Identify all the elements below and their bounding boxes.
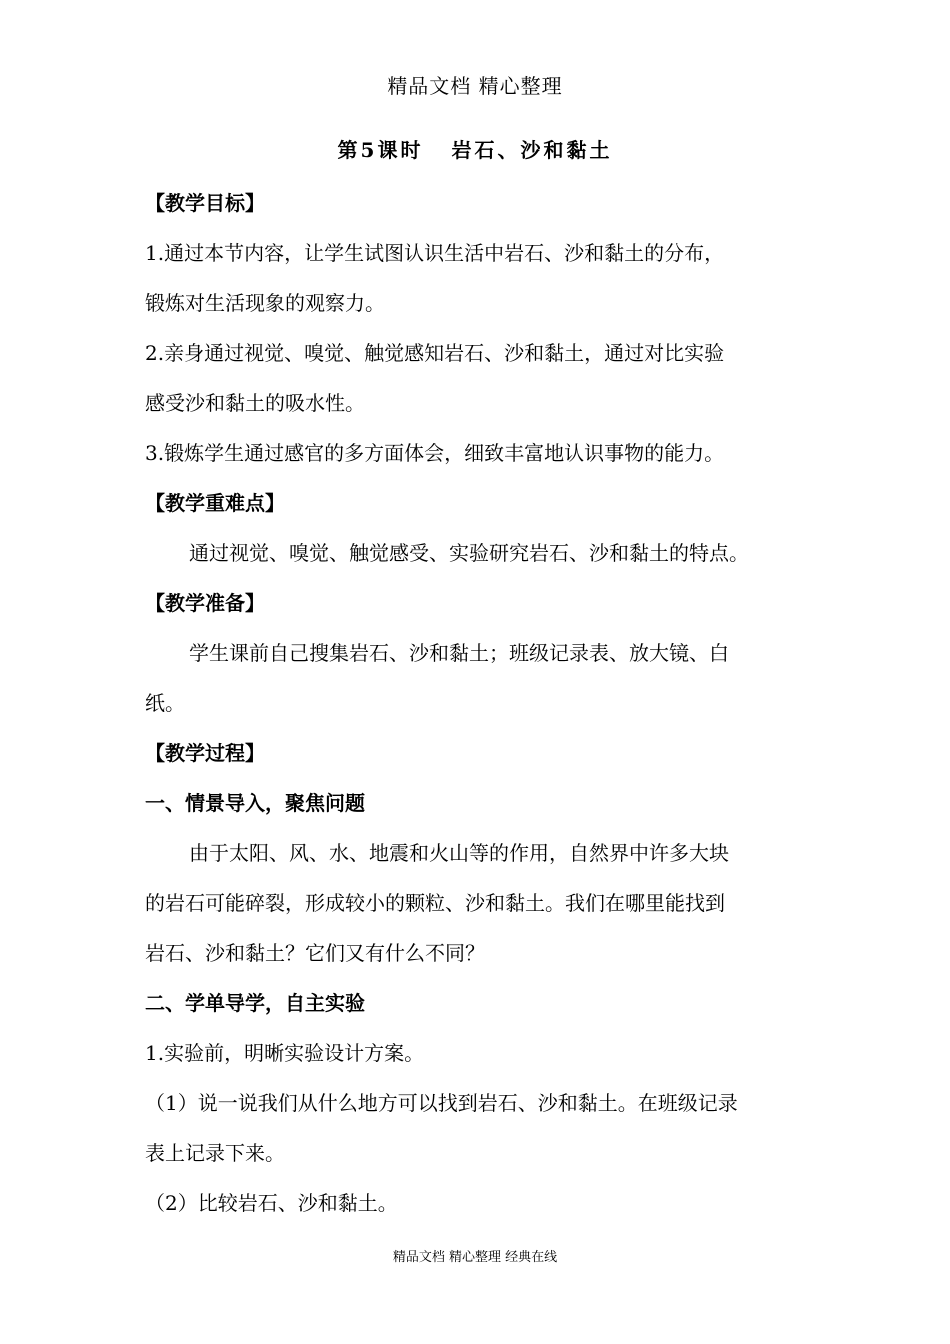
body-text-line: （1）说一说我们从什么地方可以找到岩石、沙和黏土。在班级记录	[145, 1091, 738, 1115]
body-text-line: 感受沙和黏土的吸水性。	[145, 391, 365, 415]
body-text-line: 1.通过本节内容，让学生试图认识生活中岩石、沙和黏土的分布，	[145, 241, 725, 265]
document-body	[145, 178, 810, 1228]
body-text-line: 表上记录下来。	[145, 1141, 285, 1165]
body-text-line: 岩石、沙和黏土？它们又有什么不同？	[145, 941, 485, 965]
body-text-line: 由于太阳、风、水、地震和火山等的作用，自然界中许多大块	[189, 841, 729, 865]
lesson-topic: 岩石、沙和黏土	[451, 138, 613, 162]
body-text-line: 纸。	[145, 691, 185, 715]
section-heading: 一、情景导入，聚焦问题	[145, 791, 365, 815]
lesson-title	[0, 134, 950, 163]
section-heading: 【教学重难点】	[145, 491, 285, 515]
body-text-line: 学生课前自己搜集岩石、沙和黏土；班级记录表、放大镜、白	[189, 641, 729, 665]
lesson-number: 第5课时	[337, 138, 424, 162]
body-text-line: 通过视觉、嗅觉、触觉感受、实验研究岩石、沙和黏土的特点。	[189, 541, 749, 565]
body-text-line: 锻炼对生活现象的观察力。	[145, 291, 385, 315]
section-heading: 二、学单导学，自主实验	[145, 991, 365, 1015]
body-text-line: 3.锻炼学生通过感官的多方面体会，细致丰富地认识事物的能力。	[145, 441, 725, 465]
body-text-line: 2.亲身通过视觉、嗅觉、触觉感知岩石、沙和黏土，通过对比实验	[145, 341, 725, 365]
section-heading: 【教学过程】	[145, 741, 265, 765]
page-footer: 精品文档 精心整理 经典在线	[392, 1250, 558, 1265]
body-text-line: 的岩石可能碎裂，形成较小的颗粒、沙和黏土。我们在哪里能找到	[145, 891, 725, 915]
section-heading: 【教学准备】	[145, 591, 265, 615]
page-header: 精品文档 精心整理	[387, 74, 563, 98]
section-heading: 【教学目标】	[145, 191, 265, 215]
body-text-line: （2）比较岩石、沙和黏土。	[145, 1191, 398, 1215]
body-text-line: 1.实验前，明晰实验设计方案。	[145, 1041, 425, 1065]
